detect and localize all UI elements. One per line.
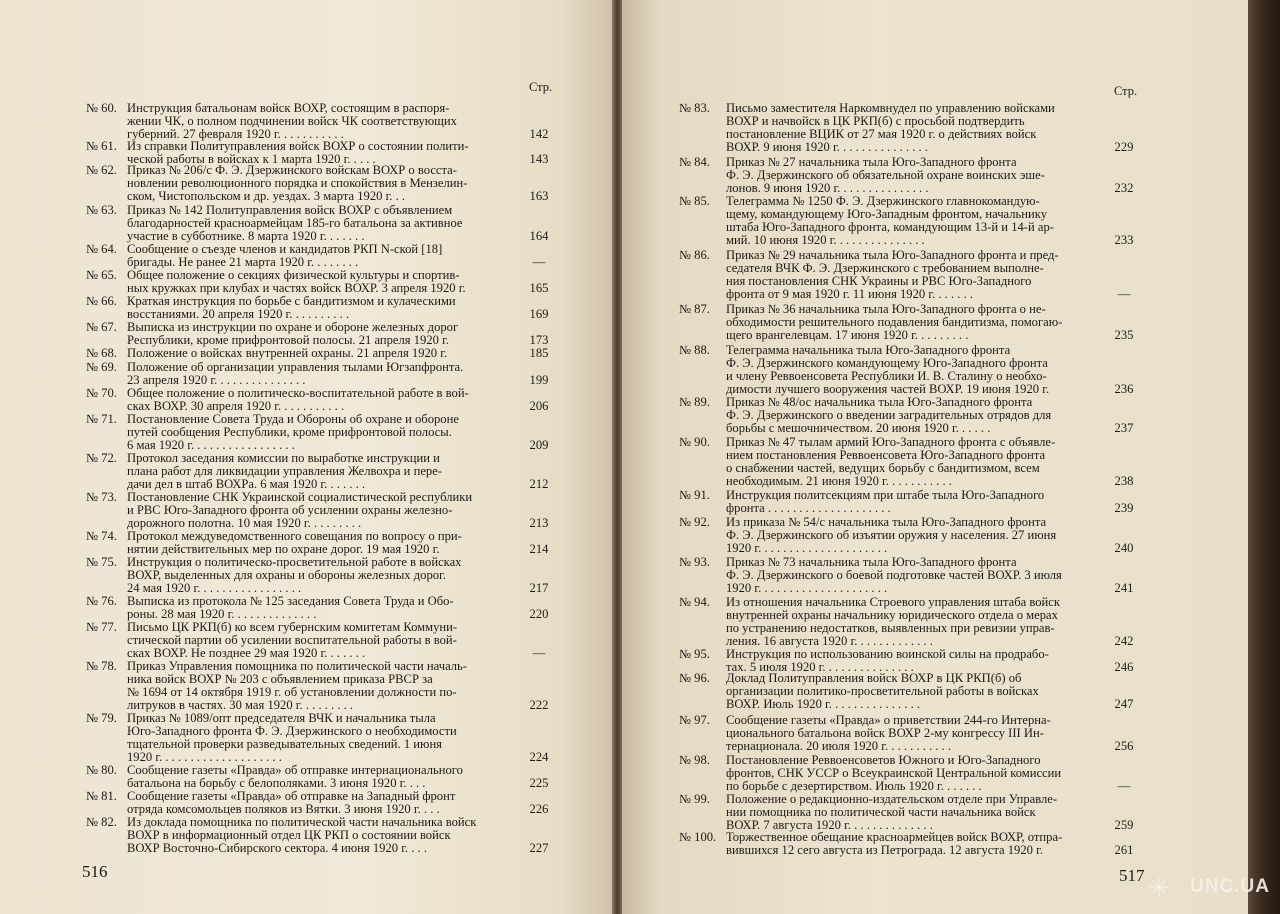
entry-text (127, 712, 519, 764)
entry-page-number: 227 (529, 840, 549, 855)
entry-line: Ф. Э. Дзержинского о боевой подготовке частей ВОХР. 3 июля (726, 567, 1062, 582)
entry-line: дорожного полотна. 10 мая 1920 г. . . . . . . . . (127, 515, 362, 530)
entry-number: № 65. (86, 268, 117, 282)
entry-page-number: 209 (529, 437, 549, 452)
entry-line: ческой работы в войсках к 1 марта 1920 г. . . . . (127, 151, 376, 166)
entry-number: № 71. (86, 412, 117, 426)
entry-line: Краткая инструкция по борьбе с бандитизмом и кулаческими (127, 294, 456, 308)
entry-line: Телеграмма начальника тыла Юго-Западного фронта (726, 343, 1011, 357)
entry-line: сках ВОХР. Не позднее 29 мая 1920 г. . . . . . . (127, 645, 366, 660)
toc-entry (0, 269, 559, 295)
entry-text (726, 831, 1106, 857)
toc-entry (622, 596, 1144, 648)
entry-line: нием постановления Реввоенсовета Юго-Западного фронта (726, 447, 1046, 462)
entry-number: № 60. (86, 101, 117, 115)
entry-line: Протокол междуведомственного совещания по вопросу о при- (127, 529, 462, 543)
entry-line: ника войск ВОХР № 203 с объявлением приказа РВСР за (127, 671, 433, 686)
toc-entry (622, 195, 1144, 247)
entry-text (127, 595, 519, 621)
toc-entry (0, 347, 559, 360)
entry-number: № 95. (679, 647, 710, 661)
entry-number: № 67. (86, 320, 117, 334)
entry-text (127, 361, 519, 387)
entry-page-number: 214 (529, 541, 549, 556)
entry-page-number: 212 (529, 476, 549, 491)
entry-line: благодарностей красноармейцам 185-го батальона за активное (127, 215, 463, 230)
entry-line: Положение об организации управления тылами Югзапфронта. (127, 360, 464, 374)
toc-entry (0, 413, 559, 452)
entry-line: литруков в частях. 30 мая 1920 г. . . . . . . . . (127, 697, 354, 712)
entry-number: № 84. (679, 155, 710, 169)
entry-text (726, 672, 1106, 711)
entry-line: Приказ № 142 Политуправления войск ВОХР с объявлением (127, 203, 453, 217)
entry-line: Письмо ЦК РКП(б) ко всем губернским комитетам Коммуни- (127, 620, 458, 634)
entry-line: фронта . . . . . . . . . . . . . . . . . . . . (726, 500, 891, 515)
entry-line: Инструкция батальонам войск ВОХР, состоящим в распоря- (127, 101, 450, 115)
entry-page-number: 235 (1114, 327, 1134, 342)
entry-text (726, 249, 1106, 301)
entry-line: Сообщение газеты «Правда» об отправке интернационального (127, 763, 463, 777)
toc-entry (622, 303, 1144, 342)
toc-entry (0, 595, 559, 621)
entry-line: щего врангелевцам. 17 июня 1920 г. . . . . . . . . (726, 327, 969, 342)
entry-line: Положение о редакционно-издательском отделе при Управле- (726, 792, 1058, 806)
entry-text (127, 204, 519, 243)
entry-page-number: 164 (529, 228, 549, 243)
entry-line: фронта от 9 мая 1920 г. 11 июня 1920 г. . . . . . . (726, 286, 974, 301)
entry-number: № 76. (86, 594, 117, 608)
entry-line: Протокол заседания комиссии по выработке инструкции и (127, 451, 440, 465)
entry-page-number: 240 (1114, 540, 1134, 555)
watermark: UNC.UA (1190, 876, 1270, 897)
entry-line: тернационала. 20 июля 1920 г. . . . . . . . . . . (726, 738, 952, 753)
entry-line: бригады. Не ранее 21 марта 1920 г. . . . . . . . (127, 254, 359, 269)
entry-page-number: 259 (1114, 817, 1134, 832)
toc-entry (0, 140, 559, 166)
page-folio: 516 (82, 862, 108, 881)
toc-entry (622, 489, 1144, 515)
entry-text (127, 790, 519, 816)
entry-line: ВОХР. Июль 1920 г. . . . . . . . . . . . . . . (726, 696, 921, 711)
entry-number: № 63. (86, 203, 117, 217)
entry-number: № 92. (679, 515, 710, 529)
entry-line: батальона на борьбу с белополяками. 3 июня 1920 г. . . . (127, 775, 426, 790)
entry-page-number: 229 (1114, 139, 1134, 154)
entry-line: Из справки Политуправления войск ВОХР о состоянии полити- (127, 139, 469, 153)
entry-text (726, 344, 1106, 396)
entry-line: Инструкция о политическо-просветительной работе в войсках (127, 555, 462, 569)
entry-page-number: 224 (529, 749, 549, 764)
entry-text (127, 321, 519, 347)
entry-number: № 69. (86, 360, 117, 374)
entry-line: Положение о войсках внутренней охраны. 21 апреля 1920 г. (127, 346, 448, 360)
entry-line: и РВС Юго-Западного фронта об усилении охраны железно- (127, 502, 453, 517)
entry-line: внутренней охраны начальнику юридического отдела о мерах (726, 607, 1058, 622)
toc-entry (0, 102, 559, 141)
entry-line: Из доклада помощника по политической части начальника войск (127, 815, 477, 829)
toc-entry (0, 361, 559, 387)
entry-page-number: 142 (529, 126, 549, 141)
entry-text (726, 195, 1106, 247)
entry-line: организации политико-просветительной работы в войсках (726, 683, 1039, 698)
entry-line: путей сообщения Республики, кроме прифронтовой полосы. (127, 424, 452, 439)
toc-entry (0, 243, 559, 269)
entry-line: ления. 16 августа 1920 г. . . . . . . . . . . . . (726, 633, 933, 648)
entry-page-number: — (1117, 778, 1131, 793)
entry-line: Письмо заместителя Наркомвнудел по управлению войсками (726, 101, 1055, 115)
entry-line: седателя ВЧК Ф. Э. Дзержинского с требованием выполне- (726, 260, 1044, 275)
toc-entry (0, 321, 559, 347)
entry-text (726, 396, 1106, 435)
toc-entry (0, 764, 559, 790)
toc-entry (0, 530, 559, 556)
entry-line: ных кружках при клубах и частях войск ВОХР. 3 апреля 1920 г. (127, 280, 466, 295)
entry-text (127, 102, 519, 141)
entry-number: № 82. (86, 815, 117, 829)
entry-line: отряда комсомольцев поляков из Вятки. 3 июня 1920 г. . . . (127, 801, 440, 816)
entry-line: Из приказа № 54/с начальника тыла Юго-Западного фронта (726, 515, 1047, 529)
entry-text (127, 621, 519, 660)
entry-page-number: — (532, 645, 546, 660)
entry-line: жении ЧК, о полном подчинении войск ЧК соответствующих (127, 113, 457, 128)
entry-line: Общее положение о политическо-воспитательной работе в вой- (127, 386, 469, 400)
entry-number: № 97. (679, 713, 710, 727)
entry-line: необходимым. 21 июня 1920 г. . . . . . . . . . . (726, 473, 952, 488)
entry-line: ВОХР в информационный отдел ЦК РКП о состоянии войск (127, 827, 451, 842)
entry-number: № 99. (679, 792, 710, 806)
entry-number: № 73. (86, 490, 117, 504)
toc-entry (0, 164, 559, 203)
toc-entry (0, 621, 559, 660)
entry-text (726, 102, 1106, 154)
toc-entry (0, 204, 559, 243)
entry-line: борьбы с мешочничеством. 20 июня 1920 г. . . . . . (726, 420, 991, 435)
entry-text (127, 387, 519, 413)
entry-number: № 79. (86, 711, 117, 725)
entry-number: № 91. (679, 488, 710, 502)
entry-line: щему, командующему Юго-Западным фронтом, начальнику (726, 206, 1047, 221)
entry-page-number: 173 (529, 332, 549, 347)
book-gutter (612, 0, 622, 914)
toc-entry (0, 556, 559, 595)
entry-page-number: 169 (529, 306, 549, 321)
entry-line: Республики, кроме прифронтовой полосы. 21 апреля 1920 г. (127, 332, 449, 347)
entry-number: № 87. (679, 302, 710, 316)
left-page (0, 0, 612, 914)
toc-entry (622, 516, 1144, 555)
toc-entry (622, 793, 1144, 832)
entry-page-number: 242 (1114, 633, 1134, 648)
entry-line: роны. 28 мая 1920 г. . . . . . . . . . . . . . (127, 606, 317, 621)
entry-page-number: — (1117, 286, 1131, 301)
toc-entry (622, 648, 1144, 674)
entry-text (127, 140, 519, 166)
entry-line: Сообщение о съезде членов и кандидатов РКП N-ской [18] (127, 242, 443, 256)
toc-entry (622, 672, 1144, 711)
entry-page-number: 143 (529, 151, 549, 166)
toc-entry (622, 102, 1144, 154)
entry-number: № 77. (86, 620, 117, 634)
entry-line: штаба Юго-Западного фронта, командующим 13-й и 14-й ар- (726, 219, 1054, 234)
entry-text (726, 303, 1106, 342)
entry-page-number: 232 (1114, 180, 1134, 195)
entry-line: дачи дел в штаб ВОХРа. 6 мая 1920 г. . . . . . . (127, 476, 366, 491)
entry-text (127, 556, 519, 595)
entry-number: № 70. (86, 386, 117, 400)
entry-number: № 98. (679, 753, 710, 767)
entry-text (127, 816, 519, 855)
entry-line: Приказ № 36 начальника тыла Юго-Западного фронта о не- (726, 302, 1046, 316)
entry-line: обходимости решительного подавления бандитизма, помогаю- (726, 314, 1063, 329)
entry-page-number: 220 (529, 606, 549, 621)
entry-page-number: 256 (1114, 738, 1134, 753)
entry-line: тщательной проверки разведывательных сведений. 1 июня (127, 736, 442, 751)
entry-line: новлении революционного порядка и спокойствия в Мензелин- (127, 175, 468, 190)
entry-number: № 96. (679, 671, 710, 685)
entry-line: димости лучшего вооружения частей ВОХР. 19 июня 1920 г. (726, 381, 1050, 396)
entry-line: губерний. 27 февраля 1920 г. . . . . . . . . . . (127, 126, 344, 141)
entry-page-number: 236 (1114, 381, 1134, 396)
entry-text (127, 491, 519, 530)
entry-number: № 78. (86, 659, 117, 673)
entry-text (127, 269, 519, 295)
entry-number: № 83. (679, 101, 710, 115)
entry-line: Выписка из инструкции по охране и обороне железных дорог (127, 320, 459, 334)
entry-line: Ф. Э. Дзержинского о введении заградительных отрядов для (726, 407, 1052, 422)
entry-number: № 89. (679, 395, 710, 409)
entry-line: фронтов, СНК УССР о Всеукраинской Центральной комиссии (726, 765, 1062, 780)
entry-line: Общее положение о секциях физической культуры и спортив- (127, 268, 460, 282)
entry-line: Доклад Политуправления войск ВОХР в ЦК РКП(б) об (726, 671, 1022, 685)
entry-page-number: 261 (1114, 842, 1134, 857)
book-cover-edge (1248, 0, 1280, 914)
entry-page-number: 165 (529, 280, 549, 295)
entry-line: Постановление Совета Труда и Обороны об охране и обороне (127, 412, 459, 426)
toc-entry (622, 436, 1144, 488)
entry-line: Выписка из протокола № 125 заседания Совета Труда и Обо- (127, 594, 454, 608)
entry-page-number: 213 (529, 515, 549, 530)
entry-page-number: 239 (1114, 500, 1134, 515)
entry-page-number: 238 (1114, 473, 1134, 488)
entry-text (726, 156, 1106, 195)
toc-entry (0, 295, 559, 321)
entry-line: ВОХР Восточно-Сибирского сектора. 4 июня 1920 г. . . . (127, 840, 427, 855)
entry-number: № 93. (679, 555, 710, 569)
entry-line: Ф. Э. Дзержинского об обязательной охране воинских эше- (726, 167, 1045, 182)
toc-entry (0, 816, 559, 855)
entry-number: № 88. (679, 343, 710, 357)
entry-page-number: 225 (529, 775, 549, 790)
entry-line: Юго-Западного фронта Ф. Э. Дзержинского о необходимости (127, 723, 457, 738)
right-page (622, 0, 1248, 914)
entry-line: сках ВОХР. 30 апреля 1920 г. . . . . . . . . . . (127, 398, 345, 413)
entry-text (726, 516, 1106, 555)
entry-page-number: 246 (1114, 659, 1134, 674)
entry-page-number: 222 (529, 697, 549, 712)
entry-line: Ф. Э. Дзержинского командующему Юго-Западного фронта (726, 355, 1048, 370)
entry-line: Телеграмма № 1250 Ф. Э. Дзержинского главнокомандую- (726, 194, 1040, 208)
entry-page-number: 237 (1114, 420, 1134, 435)
entry-line: ВОХР. 9 июня 1920 г. . . . . . . . . . . . . . . (726, 139, 928, 154)
entry-line: 24 мая 1920 г. . . . . . . . . . . . . . . . . (127, 580, 302, 595)
entry-text (127, 347, 519, 360)
entry-number: № 66. (86, 294, 117, 308)
entry-line: участие в субботнике. 8 марта 1920 г. . . . . . . (127, 228, 365, 243)
entry-number: № 68. (86, 346, 117, 360)
entry-line: Приказ № 27 начальника тыла Юго-Западного фронта (726, 155, 1017, 169)
entry-number: № 90. (679, 435, 710, 449)
toc-entry (622, 754, 1144, 793)
entry-text (726, 489, 1106, 515)
entry-text (127, 295, 519, 321)
toc-entry (622, 249, 1144, 301)
entry-text (127, 413, 519, 452)
entry-line: 6 мая 1920 г. . . . . . . . . . . . . . . . . (127, 437, 295, 452)
entry-text (127, 764, 519, 790)
entry-line: Сообщение газеты «Правда» о приветствии 244-го Интерна- (726, 713, 1051, 727)
entry-line: постановление ВЦИК от 27 мая 1920 г. о действиях войск (726, 126, 1037, 141)
page-folio: 517 (1119, 866, 1145, 885)
entry-text (127, 243, 519, 269)
entry-line: 1920 г. . . . . . . . . . . . . . . . . . . . (127, 749, 282, 764)
entry-number: № 75. (86, 555, 117, 569)
toc-entry (622, 556, 1144, 595)
entry-page-number: 247 (1114, 696, 1134, 711)
toc-entry (622, 714, 1144, 753)
entry-text (127, 660, 519, 712)
entry-text (127, 530, 519, 556)
entry-line: 1920 г. . . . . . . . . . . . . . . . . . . . . (726, 580, 888, 595)
entry-page-number: 217 (529, 580, 549, 595)
entry-number: № 100. (679, 830, 717, 844)
entry-line: ВОХР и начвойск в ЦК РКП(б) с просьбой подтвердить (726, 113, 1025, 128)
entry-text (726, 556, 1106, 595)
entry-line: ВОХР. 7 августа 1920 г. . . . . . . . . . . . . . (726, 817, 933, 832)
page-column-label: Стр. (1114, 84, 1138, 98)
entry-page-number: 185 (529, 346, 549, 360)
entry-line: ционального батальона войск ВОХР 2-му конгрессу III Ин- (726, 725, 1044, 740)
entry-line: по устранению недостатков, выявленных при ревизии управ- (726, 620, 1055, 635)
entry-number: № 74. (86, 529, 117, 543)
entry-line: Приказ Управления помощника по политической части началь- (127, 659, 467, 673)
toc-entry (622, 156, 1144, 195)
entry-line: Приказ № 206/с Ф. Э. Дзержинского войскам ВОХР о восста- (127, 163, 457, 177)
entry-line: вившихся 12 сего августа из Петрограда. 12 августа 1920 г. (726, 842, 1043, 857)
entry-page-number: — (532, 254, 546, 269)
entry-line: 23 апреля 1920 г. . . . . . . . . . . . . . . (127, 372, 306, 387)
entry-number: № 61. (86, 139, 117, 153)
entry-line: Приказ № 1089/опт председателя ВЧК и начальника тыла (127, 711, 436, 725)
toc-entry (0, 452, 559, 491)
entry-line: стической партии об усилении воспитательной работы в вой- (127, 632, 457, 647)
entry-line: Приказ № 48/ос начальника тыла Юго-Западного фронта (726, 395, 1033, 409)
entry-number: № 94. (679, 595, 710, 609)
entry-number: № 64. (86, 242, 117, 256)
toc-entry (0, 491, 559, 530)
toc-entry (622, 396, 1144, 435)
page-column-label: Стр. (529, 80, 553, 94)
entry-page-number: 226 (529, 801, 549, 816)
entry-text (127, 452, 519, 491)
entry-line: Приказ № 29 начальника тыла Юго-Западного фронта и пред- (726, 248, 1059, 262)
entry-number: № 72. (86, 451, 117, 465)
entry-line: Сообщение газеты «Правда» об отправке на Западный фронт (127, 789, 456, 803)
entry-line: 1920 г. . . . . . . . . . . . . . . . . . . . . (726, 540, 888, 555)
entry-line: восстаниями. 20 апреля 1920 г. . . . . . . . . . (127, 306, 350, 321)
entry-line: плана работ для ликвидации управления Желвохра и пере- (127, 463, 442, 478)
entry-line: Инструкция по использованию воинской силы на продрабо- (726, 647, 1049, 661)
entry-text (726, 648, 1106, 674)
entry-line: тах. 5 июля 1920 г. . . . . . . . . . . . . . . (726, 659, 914, 674)
entry-text (726, 714, 1106, 753)
entry-line: Приказ № 73 начальника тыла Юго-Западного фронта (726, 555, 1017, 569)
entry-page-number: 163 (529, 188, 549, 203)
entry-page-number: 233 (1114, 232, 1134, 247)
entry-text (127, 164, 519, 203)
entry-line: Торжественное обещание красноармейцев войск ВОХР, отпра- (726, 830, 1063, 844)
entry-line: ВОХР, выделенных для охраны и обороны железных дорог. (127, 567, 446, 582)
entry-page-number: 241 (1114, 580, 1134, 595)
entry-line: лонов. 9 июня 1920 г. . . . . . . . . . . . . . . (726, 180, 929, 195)
entry-line: Приказ № 47 тылам армий Юго-Западного фронта с объявле- (726, 435, 1056, 449)
entry-text (726, 436, 1106, 488)
entry-number: № 86. (679, 248, 710, 262)
entry-line: Из отношения начальника Строевого управления штаба войск (726, 595, 1061, 609)
entry-number: № 80. (86, 763, 117, 777)
toc-entry (622, 344, 1144, 396)
entry-line: о снабжении частей, ведущих борьбу с бандитизмом, всем (726, 460, 1040, 475)
entry-text (726, 596, 1106, 648)
entry-number: № 81. (86, 789, 117, 803)
entry-line: нии помощника по политической части начальника войск (726, 804, 1036, 819)
entry-line: Ф. Э. Дзержинского об изъятии оружия у населения. 27 июня (726, 527, 1057, 542)
toc-entry (0, 660, 559, 712)
entry-page-number: 206 (529, 398, 549, 413)
entry-line: Инструкция политсекциям при штабе тыла Юго-Западного (726, 488, 1045, 502)
entry-line: Постановление СНК Украинской социалистической республики (127, 490, 473, 504)
entry-line: № 1694 от 14 октября 1919 г. об установлении должности по- (127, 684, 457, 699)
entry-text (726, 793, 1106, 832)
entry-page-number: 199 (529, 372, 549, 387)
entry-text (726, 754, 1106, 793)
sparkle-icon (1150, 878, 1168, 896)
entry-line: Постановление Реввоенсоветов Южного и Юго-Западного (726, 753, 1041, 767)
entry-line: ском, Чистопольском и др. уездах. 3 марта 1920 г. . . (127, 188, 406, 203)
toc-entry (0, 712, 559, 764)
entry-line: и члену Реввоенсовета Республики И. В. Сталину о необхо- (726, 368, 1047, 383)
toc-entry (0, 387, 559, 413)
entry-line: мий. 10 июня 1920 г. . . . . . . . . . . . . . . (726, 232, 925, 247)
toc-entry (0, 790, 559, 816)
entry-line: нятии действительных мер по охране дорог. 19 мая 1920 г. (127, 541, 440, 556)
entry-line: ния постановления СНК Украины и РВС Юго-Западного (726, 273, 1032, 288)
entry-line: по борьбе с дезертирством. Июль 1920 г. . . . . . . (726, 778, 982, 793)
entry-number: № 85. (679, 194, 710, 208)
entry-number: № 62. (86, 163, 117, 177)
toc-entry (622, 831, 1144, 857)
